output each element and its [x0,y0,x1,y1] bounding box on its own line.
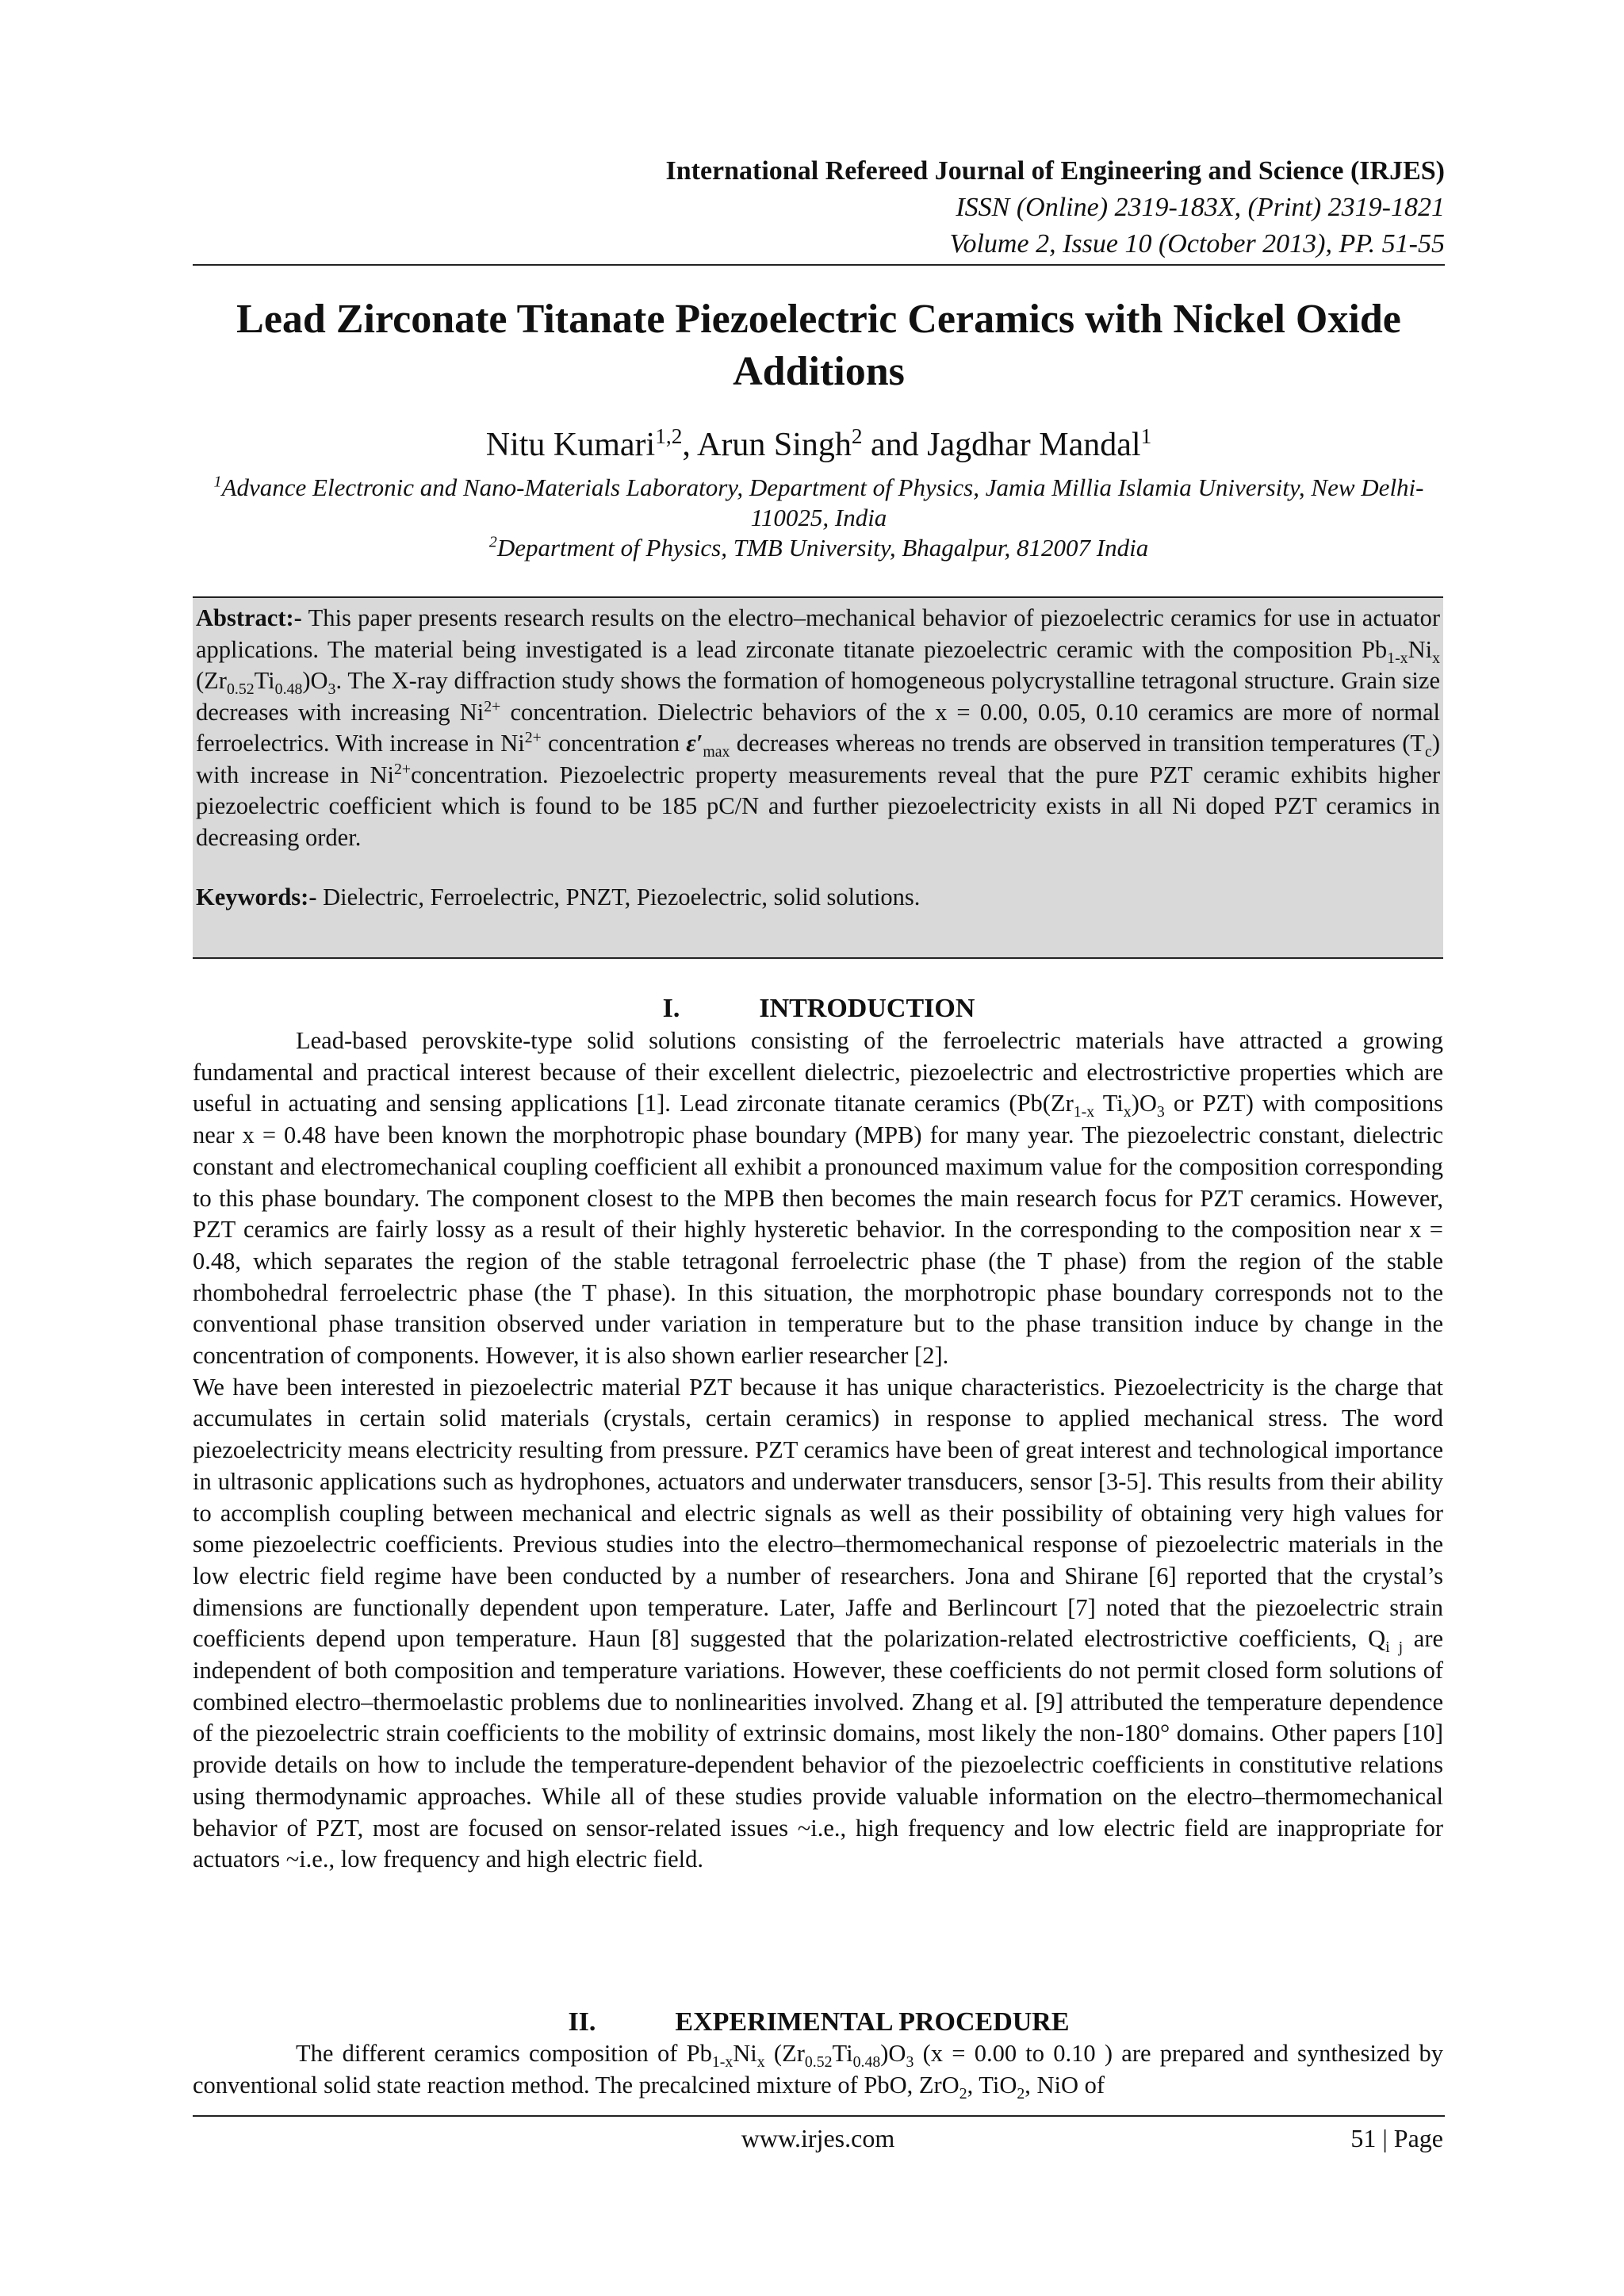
subscript: 0.52 [804,2053,833,2072]
section-title: EXPERIMENTAL PROCEDURE [675,2007,1070,2037]
journal-issn: ISSN (Online) 2319-183X, (Print) 2319-1821 [956,193,1445,222]
text-run: )O [302,667,328,694]
section-heading-experimental [193,2005,1445,2040]
footer-website: www.irjes.com [741,2124,895,2152]
subscript: x [756,2053,765,2072]
section-number: I. [662,994,680,1023]
text-run: , TiO [967,2071,1017,2099]
text-run: concentration [541,730,687,757]
superscript: 2+ [484,697,501,715]
text-run: or PZT) with compositions near x = 0.48 have been known the morphotropic phase boundary (MPB) for many year. The piezoelectric constant, dielectric constant and electromechanical coupling coefficient all exhibit a pronounced maximum value for the composition corresponding to this phase boundary. The component closest to the MPB then becomes the main research focus for PZT ceramics. However, PZT ceramics are fairly lossy as a result of their highly hysteretic behavior. In the corresponding to the composition near x = 0.48, which separates the region of the stable tetragonal ferroelectric phase (the T phase) from the region of the stable rhombohedral ferroelectric phase (the T phase). In this situation, the morphotropic phase boundary corresponds not to the conventional phase transition observed under variation in temperature but to the phase transition induce by change in the concentration of components. However, it is also shown earlier researcher [2]. [193,1090,1444,1370]
text-run: decreases whereas no trends are observed in transition temperatures (T [730,730,1426,757]
keywords [196,882,1440,914]
subscript: x [1432,649,1440,667]
author-name: and Jagdhar Mandal [862,427,1141,463]
subscript: 3 [906,2053,914,2072]
paragraph [193,2038,1443,2101]
subscript: 0.48 [274,680,303,699]
experimental-body [193,2038,1443,2101]
introduction-body [193,1025,1443,1876]
superscript: 2+ [524,728,542,746]
keywords-label: Keywords:- [196,884,317,910]
text-run: Ni [1408,635,1433,663]
paper-title: Lead Zirconate Titanate Piezoelectric Ceramics with Nickel Oxide Additions [236,297,1401,394]
header-rule [193,264,1445,266]
affil-text: Department of Physics, TMB University, Bhagalpur, 812007 India [496,534,1149,562]
text-run: . The X-ray diffraction study shows the formation of homogeneous polycrystalline tetragonal structure. Grain size decreases with increasing Ni [196,667,1440,726]
text-run: (Zr [764,2040,805,2067]
subscript: 0.52 [226,680,255,699]
epsilon-symbol: ε′ [686,730,703,757]
abstract-box [193,596,1443,959]
text-run: )O [880,2040,906,2067]
section-number: II. [568,2007,596,2037]
text-run: Ti [1094,1090,1124,1117]
subscript: 3 [1156,1103,1165,1121]
subscript: x [1123,1103,1132,1121]
subscript: max [703,743,730,761]
section-title: INTRODUCTION [759,994,975,1023]
text-run: Ti [832,2040,853,2067]
journal-name: International Refereed Journal of Engineering and Science (IRJES) [665,156,1445,186]
affil-sup: 1 [213,473,222,491]
text-run: Lead-based perovskite-type solid solutions consisting of the ferroelectric materials have attracted a growing fundamental and practical interest because of their excellent dielectric, piezoelectric and electrostrictive properties which are useful in actuating and sensing applications [1]. Lead zirconate titanate ceramics (Pb(Zr [193,1027,1443,1117]
text-run: Ni [733,2040,757,2067]
text-run: are independent of both composition and temperature variations. However, these coefficients do not permit closed form solutions of combined electro–thermoelastic problems due to nonlinearities involved. Zhang et al. [9] attributed the temperature dependence of the piezoelectric strain coefficients to the mobility of extrinsic domains, most likely the non-180° domains. Other papers [10] provide details on how to include the temperature-dependent behavior of the piezoelectric coefficients in constitutive relations using thermodynamic approaches. While all of these studies provide valuable information on the electro–thermomechanical behavior of PZT, most are focused on sensor-related issues ~i.e., high frequency and low electric field are inappropriate for actuators ~i.e., low frequency and high electric field. [193,1625,1444,1873]
affil-text: Advance Electronic and Nano-Materials Laboratory, Department of Physics, Jamia Millia Islamia University, New Delhi- 110025, India [221,473,1424,531]
author-line [193,423,1445,467]
text-run: (Zr [196,667,227,694]
page-number: 51 | Page [1350,2124,1443,2152]
affiliation-2 [193,533,1445,563]
paragraph [193,1372,1443,1876]
text-run: This paper presents research results on the electro–mechanical behavior of piezoelectric ceramics for use in actuator applications. The material being investigated is a lead zirconate titanate piezoelectric ceramic with the composition Pb [196,604,1440,663]
author-name: Nitu Kumari [485,427,656,463]
subscript: 2 [1017,2084,1025,2102]
text-run: concentration. Dielectric behaviors of the x = 0.00, 0.05, 0.10 ceramics are more of normal ferroelectrics. With increase in Ni [196,698,1440,757]
text-run: , NiO of [1025,2071,1105,2099]
text-run: concentration. Piezoelectric property measurements reveal that the pure PZT ceramic exhibits higher piezoelectric coefficient which is found to be 185 pC/N and further piezoelectricity exists in all Ni doped PZT ceramics in decreasing order. [196,761,1440,851]
text-run: We have been interested in piezoelectric material PZT because it has unique characteristics. Piezoelectricity is the charge that accumulates in certain solid materials (crystals, certain ceramics) in response to applied mechanical stress. The word piezoelectricity means electricity resulting from pressure. PZT ceramics have been of great interest and technological importance in ultrasonic applications such as hydrophones, actuators and underwater transducers, sensor [3-5]. This results from their ability to accomplish coupling between mechanical and electric signals as well as their possibility of obtaining very high values for some piezoelectric coefficients. Previous studies into the electro–thermomechanical response of piezoelectric materials in the low electric field regime have been conducted by a number of researchers. Jona and Shirane [6] reported that the crystal’s dimensions are functionally dependent upon temperature. Later, Jaffe and Berlincourt [7] noted that the piezoelectric strain coefficients depend upon temperature. Haun [8] suggested that the polarization-related electrostrictive coefficients, Q [193,1373,1443,1653]
author-name: , Arun Singh [682,427,852,463]
text-run: Ti [254,667,275,694]
author-affil-sup: 1 [1140,424,1152,448]
subscript: 1-x [1073,1103,1095,1121]
section-heading-introduction [193,991,1445,1026]
subscript: 2 [959,2084,967,2102]
subscript: 1-x [711,2053,733,2072]
subscript: 0.48 [852,2053,881,2072]
subscript: c [1425,743,1432,761]
paragraph [193,1025,1443,1372]
journal-header [555,153,1445,263]
abstract-text [196,603,1440,853]
journal-volume: Volume 2, Issue 10 (October 2013), PP. 51-55 [949,229,1445,259]
text-run: )O [1131,1090,1157,1117]
subscript: i j [1385,1639,1404,1657]
text-run: ) with increase in Ni [196,730,1441,788]
abstract-label: Abstract:- [196,604,302,631]
author-affil-sup: 2 [851,424,863,448]
subscript: 3 [327,680,336,699]
author-affil-sup: 1,2 [655,424,683,448]
text-run: (x = 0.00 to 0.10 ) are prepared and synthesized by conventional solid state reaction method. The precalcined mixture of PbO, ZrO [193,2040,1443,2099]
footer-rule [193,2115,1445,2117]
keywords-text: Dielectric, Ferroelectric, PNZT, Piezoelectric, solid solutions. [316,884,921,910]
affil-sup: 2 [488,533,497,551]
affiliation-1 [193,473,1445,533]
text-run: The different ceramics composition of Pb [296,2040,712,2067]
superscript: 2+ [393,760,412,778]
subscript: 1-x [1387,649,1408,667]
affiliations [193,473,1445,563]
